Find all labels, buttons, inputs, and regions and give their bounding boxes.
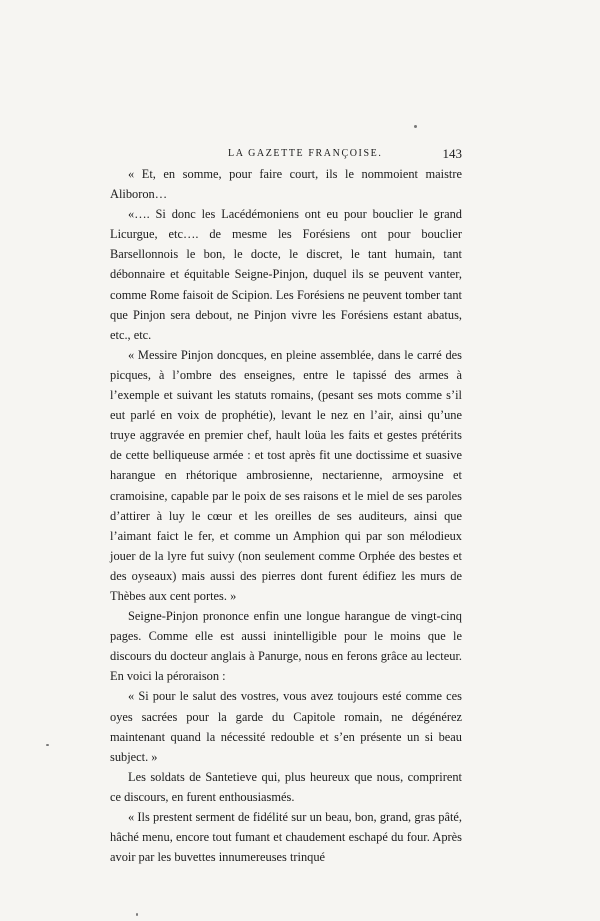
- running-header: [110, 146, 462, 162]
- paragraph: « Ils prestent serment de fidélité sur un beau, bon, grand, gras pâté, hâché menu, encore tout fumant et chaudement eschapé du four. Après avoir par les buvettes innumereuses trinqué: [110, 810, 462, 865]
- paragraph: « Messire Pinjon doncques, en pleine assemblée, dans le carré des picques, à l’ombre des enseignes, entre le tapissé des armes à l’exemple et suivant les statuts romains, (pesant ses mots comme s’il eut parlé en voix de prophétie), levant le nez en l’air, ainsi qu’une truye aggravée en premier chef, hault loüa les faits et gestes prétérits de cette belliqueuse armée : et tost après fit une doctissime et suasive harangue en rhétorique ambrosienne, nectarienne, armoysine et cramoisine, capable par le poix de ses raisons et le miel de ses paroles d’attirer à luy le cœur et les oreilles de ses auditeurs, ainsi que l’aimant faict le fer, et comme un Amphion qui par son mélodieux jouer de la lyre fut suivy (non seulement comme Orphée des bestes et des oyseaux) mais aussi des pierres dont furent édifiez les murs de Thèbes aux cent portes. »: [110, 347, 462, 603]
- paragraph: « Si pour le salut des vostres, vous avez toujours esté comme ces oyes sacrées pour la garde du Capitole romain, ne dégénérez maintenant quand la nécessité redouble et s’en présente un si beau subject. »: [110, 689, 462, 764]
- paragraph: «…. Si donc les Lacédémoniens ont eu pour bouclier le grand Licurgue, etc…. de mesme les Forésiens ont pour bouclier Barsellonnois le bon, le docte, le discret, le tant humain, tant débonnaire et équitable Seigne-Pinjon, duquel ils se peuvent vanter, comme Rome faisoit de Scipion. Les Forésiens ne peuvent tomber tant que Pinjon sera debout, ne Pinjon vivre les Forésiens estant abatus, etc., etc.: [110, 207, 462, 342]
- ink-speck: [414, 125, 417, 128]
- running-title: LA GAZETTE FRANÇOISE.: [228, 148, 383, 159]
- page-number: 143: [442, 146, 462, 161]
- ink-speck: [136, 913, 138, 916]
- paragraph: Seigne-Pinjon prononce enfin une longue harangue de vingt-cinq pages. Comme elle est aussi inintelligible pour le moins que le discours du docteur anglais à Panurge, nous en ferons grâce au lecteur. En voici la péroraison :: [110, 609, 462, 684]
- ink-speck: [46, 744, 49, 746]
- paragraph: « Et, en somme, pour faire court, ils le nommoient maistre Aliboron…: [110, 167, 462, 202]
- body-text: [110, 164, 462, 867]
- paragraph: Les soldats de Santetieve qui, plus heureux que nous, comprirent ce discours, en furent enthousiasmés.: [110, 769, 462, 804]
